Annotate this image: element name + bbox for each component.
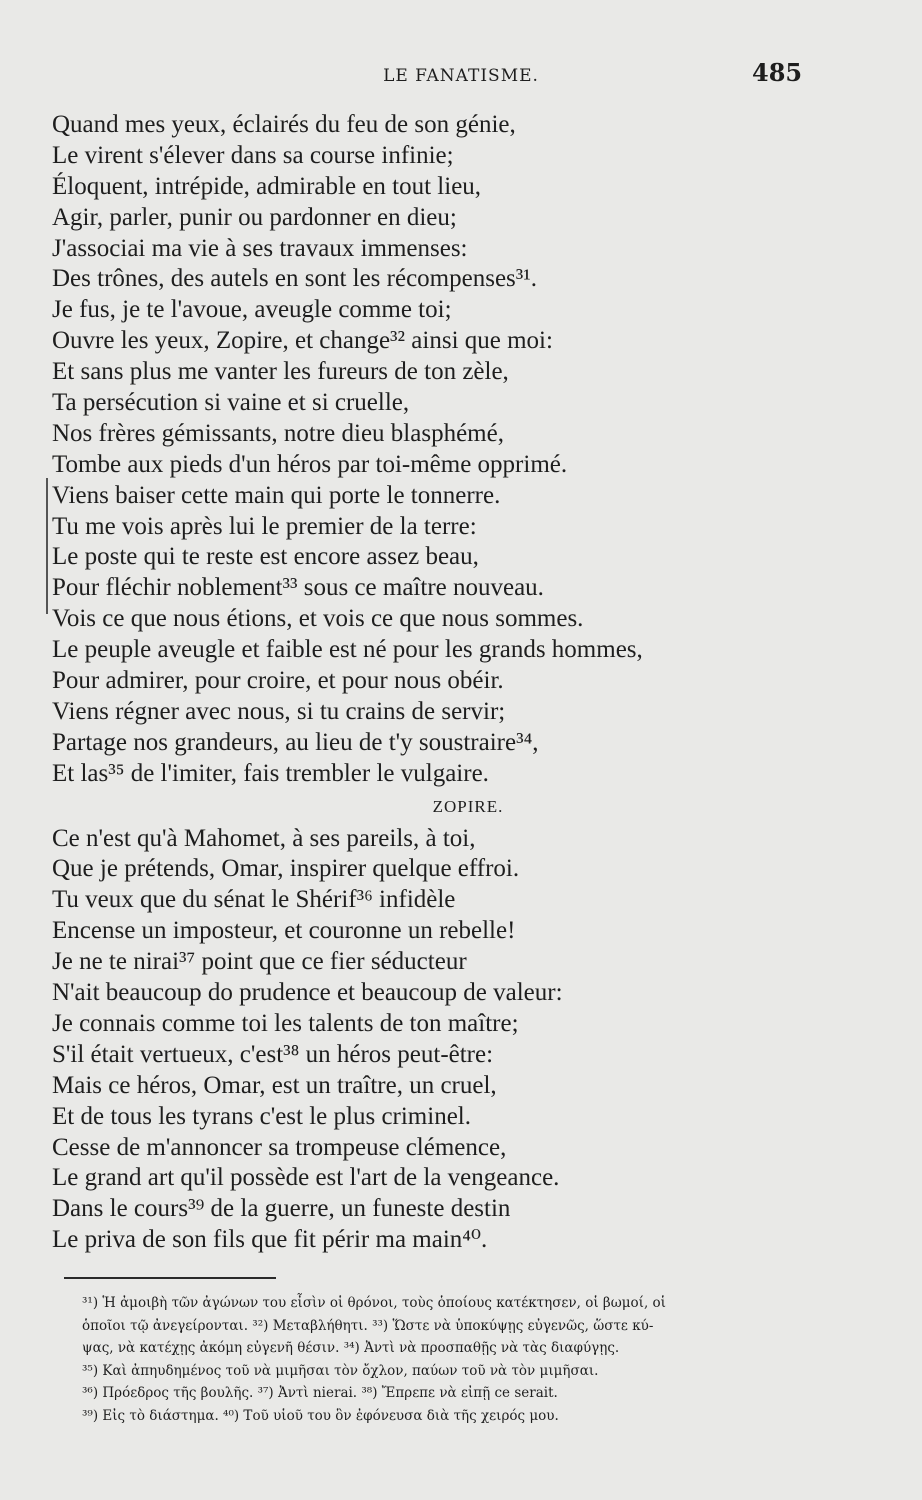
verse-line: Le peuple aveugle et faible est né pour les grands hommes, (52, 636, 643, 664)
verse-line: Ce n'est qu'à Mahomet, à ses pareils, à toi, (52, 824, 476, 852)
footnote-rule (64, 1277, 276, 1279)
verse-line: Tu me vois après lui le premier de la terre: (52, 512, 477, 540)
verse-line: Vois ce que nous étions, et vois ce que nous sommes. (52, 605, 584, 633)
page-number: 485 (752, 58, 803, 87)
verse-line: Je ne te nirai³⁷ point que ce fier séducteur (52, 948, 467, 976)
verse-line: Pour admirer, pour croire, et pour nous obéir. (52, 667, 504, 695)
verse-line: Tombe aux pieds d'un héros par toi-même opprimé. (52, 450, 568, 478)
verse-line: Et sans plus me vanter les fureurs de ton zèle, (52, 358, 509, 386)
verse-line: Mais ce héros, Omar, est un traître, un cruel, (52, 1071, 497, 1099)
verse-line: Je connais comme toi les talents de ton maître; (52, 1009, 519, 1037)
verse-line: Ta persécution si vaine et si cruelle, (52, 389, 410, 417)
verse-line: Dans le cours³⁹ de la guerre, un funeste destin (52, 1195, 511, 1223)
verse-line: Viens régner avec nous, si tu crains de servir; (52, 697, 506, 725)
verse-line: Des trônes, des autels en sont les récompenses³¹. (52, 265, 538, 293)
verse-line: Que je prétends, Omar, inspirer quelque effroi. (52, 855, 520, 883)
verse-line: Le virent s'élever dans sa course infinie; (52, 141, 454, 169)
verse-line: Le priva de son fils que fit périr ma main⁴⁰. (52, 1226, 488, 1254)
verse-line: Et de tous les tyrans c'est le plus criminel. (52, 1102, 471, 1130)
verse-line: J'associai ma vie à ses travaux immenses: (52, 234, 468, 262)
footnote-line: ³⁹) Εἰς τὸ διάστημα. ⁴⁰) Τοῦ υἱοῦ του ὃν ἐφόνευσα διὰ τῆς χειρός μου. (82, 1407, 559, 1424)
verse-line: Partage nos grandeurs, au lieu de t'y soustraire³⁴, (52, 728, 539, 756)
running-title: LE FANATISME. (383, 66, 539, 86)
footnote-line: ³¹) Ἡ ἀμοιβὴ τῶν ἀγώνων του εἶσὶν οἱ θρόνοι, τοὺς ὁποίους κατέκτησεν, οἱ βωμοί, οἱ (82, 1295, 666, 1311)
verse-line: Tu veux que du sénat le Shérif³⁶ infidèle (52, 886, 456, 914)
footnote-line: ³⁵) Καὶ ἀπηυδημένος τοῦ νὰ μιμῆσαι τὸν ὄχλον, παύων τοῦ νὰ τὸν μιμῆσαι. (82, 1362, 599, 1379)
verse-block (52, 110, 892, 1256)
footnote-line: ψας, νὰ κατέχῃς ἀκόμη εὐγενῆ θέσιν. ³⁴) Ἀντὶ νὰ προσπαθῇς νὰ τὰς διαφύγῃς. (82, 1340, 620, 1357)
verse-line: Ouvre les yeux, Zopire, et change³² ainsi que moi: (52, 327, 553, 355)
verse-line: Le grand art qu'il possède est l'art de la vengeance. (52, 1164, 560, 1192)
verse-line: Je fus, je te l'avoue, aveugle comme toi; (52, 296, 452, 324)
verse-line: Et las³⁵ de l'imiter, fais trembler le vulgaire. (52, 759, 489, 787)
verse-line: Quand mes yeux, éclairés du feu de son génie, (52, 111, 516, 138)
footnote-line: ὁποῖοι τῷ ἀνεγείρονται. ³²) Μεταβλήθητι. ³³) Ὥστε νὰ ὑποκύψῃς εὐγενῶς, ὥστε κύ- (82, 1317, 654, 1334)
footnotes (82, 1292, 902, 1428)
footnote-line: ³⁶) Πρόεδρος τῆς βουλῆς. ³⁷) Ἀντὶ nierai. ³⁸) Ἔπρεπε νὰ εἰπῇ ce serait. (82, 1385, 558, 1402)
verse-line: N'ait beaucoup do prudence et beaucoup de valeur: (52, 979, 563, 1007)
verse-line: Pour fléchir noblement³³ sous ce maître nouveau. (52, 574, 544, 602)
verse-line: Le poste qui te reste est encore assez beau, (52, 543, 479, 571)
verse-line: S'il était vertueux, c'est³⁸ un héros peut-être: (52, 1040, 494, 1068)
verse-line: Agir, parler, punir ou pardonner en dieu; (52, 203, 457, 231)
verse-line: Éloquent, intrépide, admirable en tout lieu, (52, 172, 482, 200)
speaker-name: ZOPIRE. (432, 796, 504, 816)
verse-line: Nos frères gémissants, notre dieu blasphémé, (52, 419, 504, 447)
margin-mark (46, 478, 48, 614)
verse-line: Cesse de m'annoncer sa trompeuse clémence, (52, 1133, 507, 1161)
verse-line: Viens baiser cette main qui porte le tonnerre. (52, 481, 501, 509)
verse-line: Encense un imposteur, et couronne un rebelle! (52, 917, 516, 945)
